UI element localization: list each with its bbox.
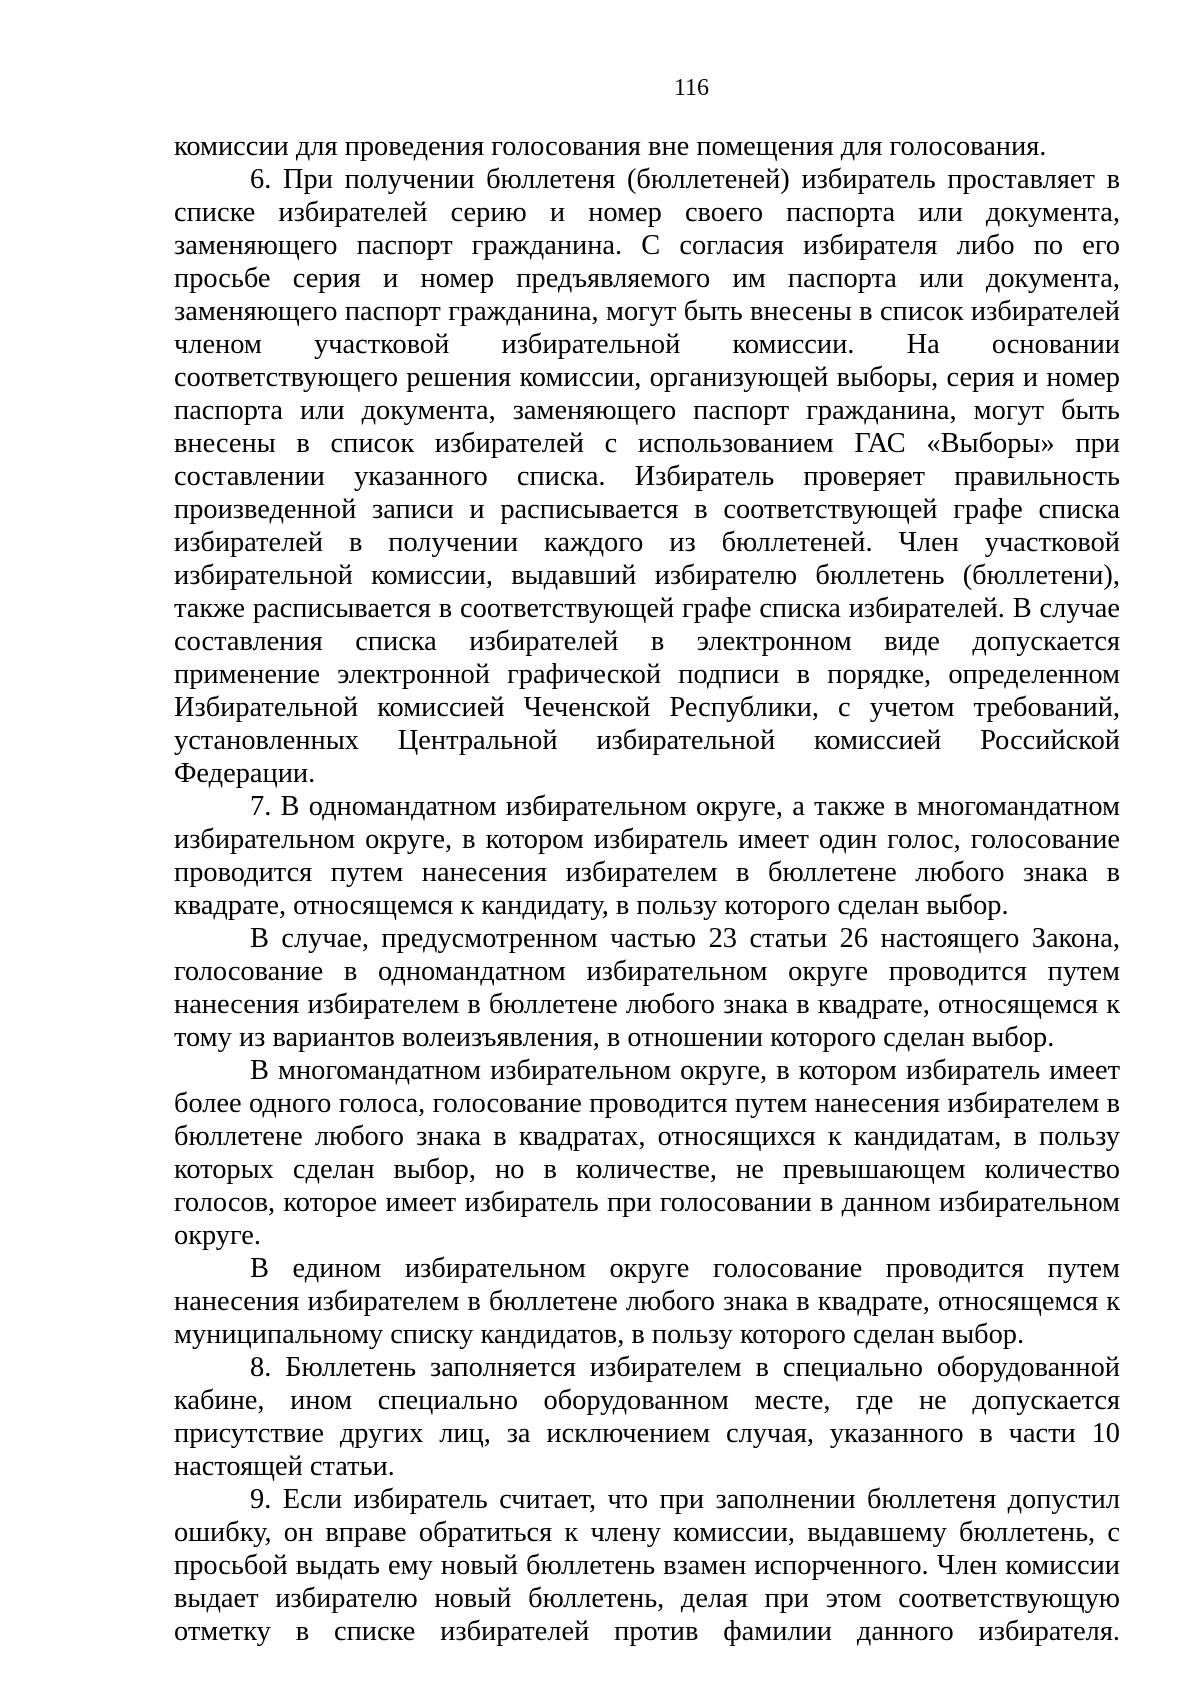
- paragraph-item-9: 9. Если избиратель считает, что при заполнении бюллетеня допустил ошибку, он вправе обратиться к члену комиссии, выдавшему бюллетень, с просьбой выдать ему новый бюллетень взамен испорченного. Член комиссии выдает избирателю новый бюллетень, делая при этом соответствующую отметку в списке избирателей против фамилии данного избирателя.: [174, 1484, 1120, 1647]
- paragraph-multi-mandate: В многомандатном избирательном округе, в котором избиратель имеет более одного голоса, голосование проводится путем нанесения избирателем в бюллетене любого знака в квадратах, относящихся к кандидатам, в пользу которых сделан выбор, но в количестве, не превышающем количество голосов, которое имеет избиратель при голосовании в данном избирательном округе.: [174, 1055, 1120, 1251]
- paragraph-continuation: комиссии для проведения голосования вне помещения для голосования.: [174, 131, 1047, 162]
- paragraph-item-7: 7. В одномандатном избирательном округе, а также в многомандатном избирательном округе, в котором избиратель имеет один голос, голосование проводится путем нанесения избирателем в бюллетене любого знака в квадрате, относящемся к кандидату, в пользу которого сделан выбор.: [174, 791, 1120, 921]
- paragraph-item-8: 8. Бюллетень заполняется избирателем в специально оборудованной кабине, ином специально оборудованном месте, где не допускается присутствие других лиц, за исключением случая, указанного в части 10 настоящей статьи.: [174, 1352, 1120, 1482]
- paragraph-single-mandate-case: В случае, предусмотренном частью 23 статьи 26 настоящего Закона, голосование в одномандатном избирательном округе проводится путем нанесения избирателем в бюллетене любого знака в квадрате, относящемся к тому из вариантов волеизъявления, в отношении которого сделан выбор.: [174, 923, 1120, 1053]
- document-body: [174, 130, 1120, 1648]
- paragraph-item-6: 6. При получении бюллетеня (бюллетеней) избиратель проставляет в списке избирателей серию и номер своего паспорта или документа, заменяющего паспорт гражданина. С согласия избирателя либо по его просьбе серия и номер предъявляемого им паспорта или документа, заменяющего паспорт гражданина, могут быть внесены в список избирателей членом участковой избирательной комиссии. На основании соответствующего решения комиссии, организующей выборы, серия и номер паспорта или документа, заменяющего паспорт гражданина, могут быть внесены в список избирателей с использованием ГАС «Выборы» при составлении указанного списка. Избиратель проверяет правильность произведенной записи и расписывается в соответствующей графе списка избирателей в получении каждого из бюллетеней. Член участковой избирательной комиссии, выдавший избирателю бюллетень (бюллетени), также расписывается в соответствующей графе списка избирателей. В случае составления списка избирателей в электронном виде допускается применение электронной графической подписи в порядке, определенном Избирательной комиссией Чеченской Республики, с учетом требований, установленных Центральной избирательной комиссией Российской Федерации.: [174, 164, 1120, 789]
- page-number: 116: [673, 75, 710, 101]
- paragraph-single-district: В едином избирательном округе голосование проводится путем нанесения избирателем в бюллетене любого знака в квадрате, относящемся к муниципальному списку кандидатов, в пользу которого сделан выбор.: [174, 1253, 1120, 1350]
